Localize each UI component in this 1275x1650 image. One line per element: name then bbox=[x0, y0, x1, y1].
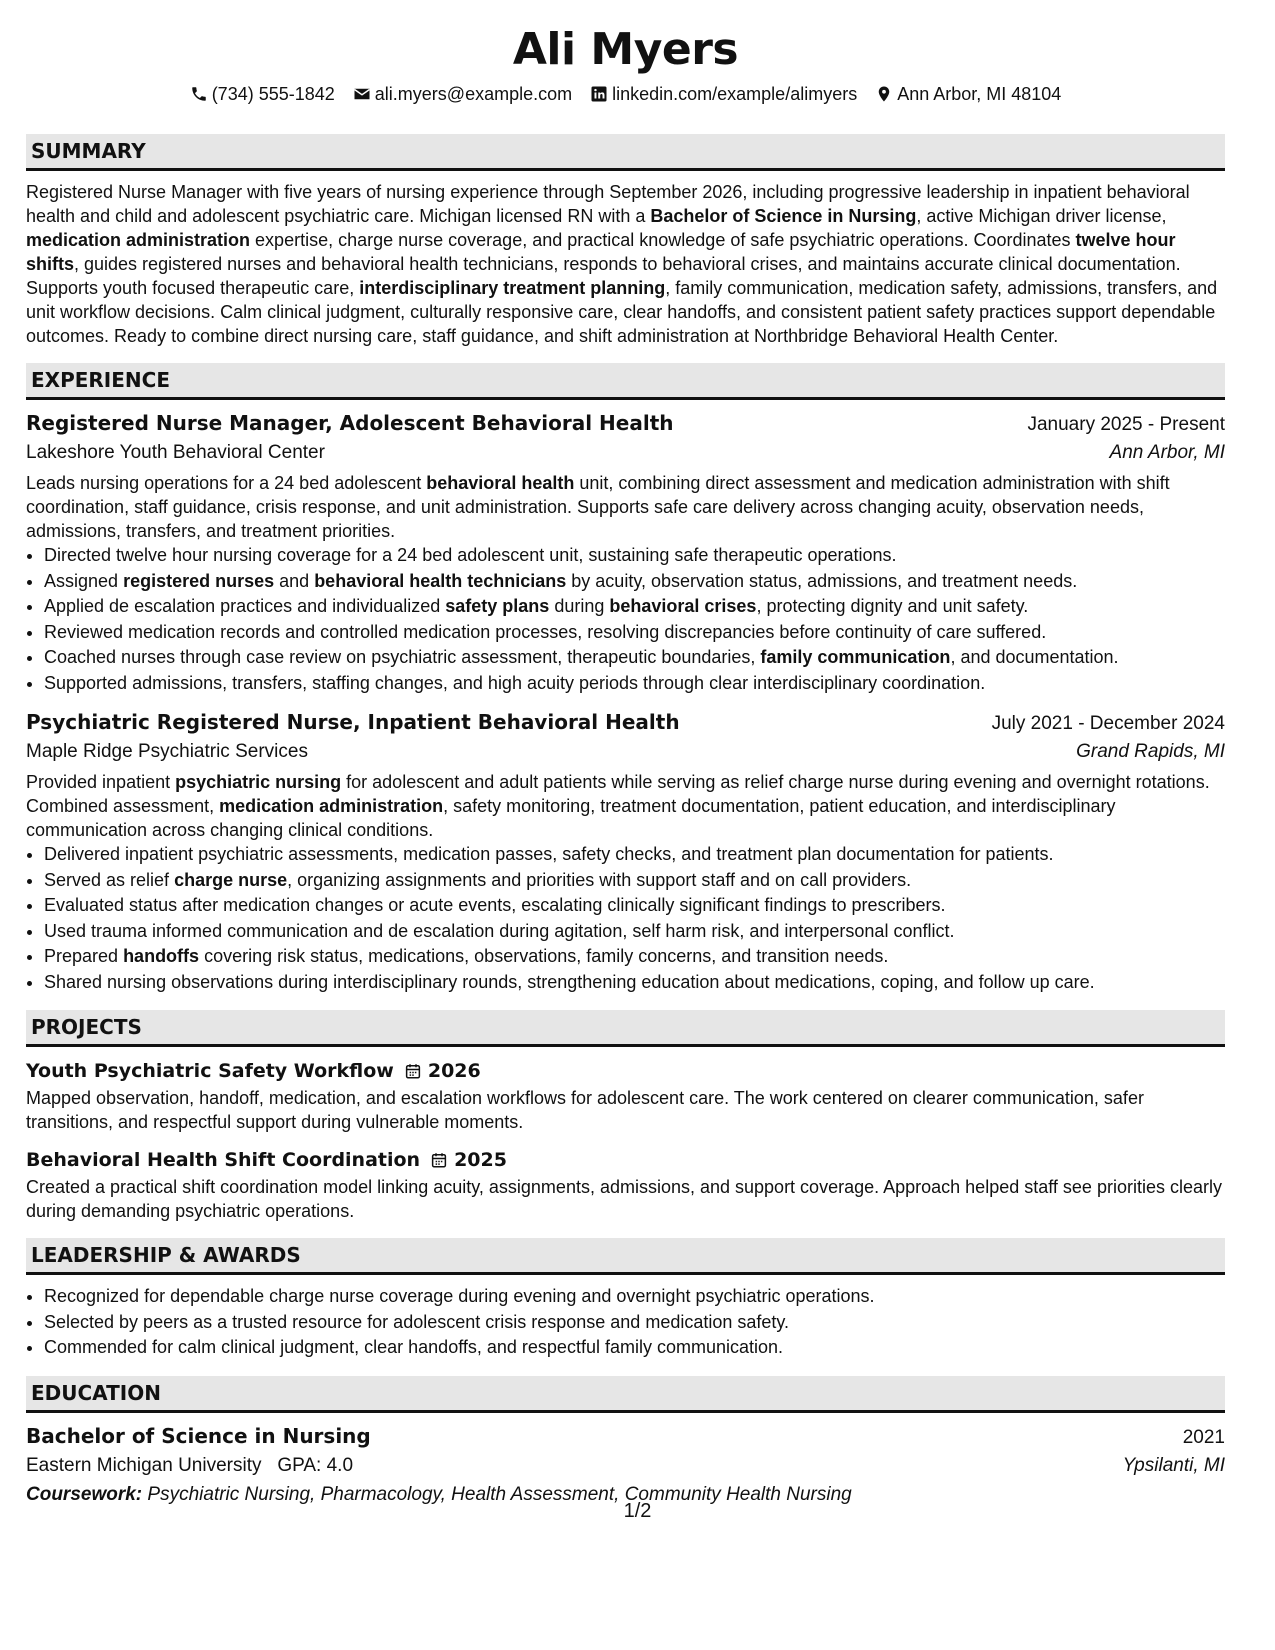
emphasis: behavioral health technicians bbox=[314, 570, 567, 591]
page-number: 1/2 bbox=[623, 1500, 652, 1522]
list-item: • Evaluated status after medication changes or acute events, escalating clinically significant findings to prescribers. bbox=[44, 893, 1225, 919]
job-entry bbox=[26, 708, 1225, 995]
list-item: • Supported admissions, transfers, staffing changes, and high acuity periods through clear interdisciplinary coordination. bbox=[44, 671, 1225, 697]
school-line bbox=[26, 1451, 353, 1480]
emphasis: behavioral crises bbox=[609, 596, 757, 616]
emphasis: safety plans bbox=[445, 596, 550, 616]
job-description: Provided inpatient psychiatric nursing for adolescent and adult patients while serving as relief charge nurse during evening and overnight rotations. Combined assessment, medication administration, safety monitoring, treatment documentation, patient education, and interdisciplinary communication across changing clinical conditions. bbox=[26, 772, 1210, 840]
phone-icon bbox=[190, 85, 208, 103]
linkedin-icon bbox=[590, 85, 608, 103]
contact-phone bbox=[190, 82, 335, 106]
emphasis: handoffs bbox=[123, 946, 200, 966]
section-projects-heading: PROJECTS bbox=[26, 1010, 1225, 1047]
contact-linkedin[interactable] bbox=[590, 82, 857, 106]
linkedin-text[interactable]: linkedin.com/example/alimyers bbox=[612, 84, 858, 104]
contact-email[interactable] bbox=[353, 82, 572, 106]
project-name: Youth Psychiatric Safety Workflow bbox=[26, 1060, 394, 1082]
location-text: Ann Arbor, MI 48104 bbox=[897, 84, 1062, 104]
email-text[interactable]: ali.myers@example.com bbox=[374, 84, 573, 104]
list-item: • Shared nursing observations during interdisciplinary rounds, strengthening education about medications, coping, and follow up care. bbox=[44, 970, 1225, 996]
emphasis: family communication bbox=[760, 647, 951, 667]
candidate-name: Ali Myers bbox=[512, 24, 739, 75]
list-item: • Selected by peers as a trusted resource for adolescent crisis response and medication safety. bbox=[44, 1310, 1225, 1336]
list-item: • Directed twelve hour nursing coverage for a 24 bed adolescent unit, sustaining safe therapeutic operations. bbox=[44, 543, 1225, 569]
coursework-label: Coursework: bbox=[26, 1483, 143, 1505]
job-organization: Lakeshore Youth Behavioral Center bbox=[26, 442, 325, 463]
coursework-list: Psychiatric Nursing, Pharmacology, Health Assessment, Community Health Nursing bbox=[147, 1483, 852, 1505]
list-item: • Served as relief charge nurse, organizing assignments and priorities with support staff and on call providers. bbox=[44, 868, 1225, 894]
emphasis: Bachelor of Science in Nursing bbox=[650, 206, 917, 226]
emphasis: medication administration bbox=[26, 230, 251, 250]
project-entry bbox=[26, 1056, 1225, 1134]
job-description: Leads nursing operations for a 24 bed adolescent behavioral health unit, combining direct assessment and medication administration with shift coordination, staff guidance, crisis response, and unit administration. Supports safe care delivery across changing acuity, observation needs, admissions, transfers, and treatment priorities. bbox=[26, 473, 1170, 541]
graduation-year: 2021 bbox=[1182, 1426, 1225, 1448]
degree-name: Bachelor of Science in Nursing bbox=[26, 1423, 371, 1448]
list-item: • Prepared handoffs covering risk status, medications, observations, family concerns, and transition needs. bbox=[44, 944, 1225, 970]
project-description: Mapped observation, handoff, medication, and escalation workflows for adolescent care. The work centered on clearer communication, safer transitions, and respectful support during vulnerable moments. bbox=[26, 1088, 1144, 1132]
section-leadership-heading: LEADERSHIP & AWARDS bbox=[26, 1238, 1225, 1275]
emphasis: twelve hour shifts bbox=[26, 230, 1176, 274]
job-location: Ann Arbor, MI bbox=[1109, 442, 1225, 463]
gpa: GPA: 4.0 bbox=[277, 1454, 354, 1476]
list-item: • Delivered inpatient psychiatric assessments, medication passes, safety checks, and treatment plan documentation for patients. bbox=[44, 842, 1225, 868]
emphasis: behavioral health bbox=[426, 473, 575, 493]
contact-bar bbox=[26, 80, 1225, 108]
calendar-icon bbox=[404, 1062, 422, 1080]
section-experience-heading: EXPERIENCE bbox=[26, 363, 1225, 400]
job-title: Registered Nurse Manager, Adolescent Behavioral Health bbox=[26, 411, 674, 435]
list-item: • Reviewed medication records and controlled medication processes, resolving discrepancies before continuity of care suffered. bbox=[44, 620, 1225, 646]
project-name: Behavioral Health Shift Coordination bbox=[26, 1149, 421, 1171]
map-pin-icon bbox=[875, 85, 893, 103]
job-bullets bbox=[26, 543, 1225, 696]
job-organization: Maple Ridge Psychiatric Services bbox=[26, 741, 308, 762]
project-description: Created a practical shift coordination model linking acuity, assignments, admissions, and support coverage. Approach helped staff see priorities clearly during demanding psychiatric operations. bbox=[26, 1177, 1222, 1221]
leadership-list bbox=[26, 1284, 1225, 1361]
list-item: • Recognized for dependable charge nurse coverage during evening and overnight psychiatric operations. bbox=[44, 1284, 1225, 1310]
emphasis: interdisciplinary treatment planning bbox=[359, 278, 666, 298]
list-item: • Applied de escalation practices and individualized safety plans during behavioral crises, protecting dignity and unit safety. bbox=[44, 594, 1225, 620]
emphasis: charge nurse bbox=[174, 869, 288, 890]
job-location: Grand Rapids, MI bbox=[1076, 741, 1225, 762]
emphasis: medication administration bbox=[219, 796, 444, 816]
project-year: 2026 bbox=[427, 1060, 481, 1082]
job-bullets bbox=[26, 842, 1225, 995]
emphasis: psychiatric nursing bbox=[175, 772, 342, 792]
project-entry bbox=[26, 1145, 1225, 1223]
school-location: Ypsilanti, MI bbox=[1122, 1454, 1225, 1476]
section-education-heading: EDUCATION bbox=[26, 1376, 1225, 1413]
education-entry bbox=[26, 1422, 1225, 1510]
school-name: Eastern Michigan University bbox=[26, 1454, 262, 1476]
emphasis: registered nurses bbox=[123, 570, 275, 591]
project-year: 2025 bbox=[454, 1149, 507, 1171]
section-summary-heading: SUMMARY bbox=[26, 134, 1225, 171]
job-entry bbox=[26, 409, 1225, 696]
list-item: • Commended for calm clinical judgment, clear handoffs, and respectful family communication. bbox=[44, 1335, 1225, 1361]
job-dates: January 2025 - Present bbox=[1027, 414, 1225, 435]
list-item: • Used trauma informed communication and de escalation during agitation, self harm risk, and interpersonal conflict. bbox=[44, 919, 1225, 945]
envelope-icon bbox=[353, 85, 371, 103]
job-title: Psychiatric Registered Nurse, Inpatient Behavioral Health bbox=[26, 710, 680, 734]
list-item: • Assigned registered nurses and behavioral health technicians by acuity, observation status, admissions, and treatment needs. bbox=[44, 569, 1225, 595]
summary-text: Registered Nurse Manager with five years of nursing experience through September 2026, including progressive leadership in inpatient behavioral health and child and adolescent psychiatric care. Michigan licensed RN with a Bachelor of Science in Nursing, active Michigan driver license, medication administration expertise, charge nurse coverage, and practical knowledge of safe psychiatric operations. Coordinates twelve hour shifts, guides registered nurses and behavioral health technicians, responds to behavioral crises, and maintains accurate clinical documentation. Supports youth focused therapeutic care, interdisciplinary treatment planning, family communication, medication safety, admissions, transfers, and unit workflow decisions. Calm clinical judgment, culturally responsive care, clear handoffs, and consistent patient safety practices support dependable outcomes. Ready to combine direct nursing care, staff guidance, and shift administration at Northbridge Behavioral Health Center. bbox=[26, 182, 1218, 346]
job-dates: July 2021 - December 2024 bbox=[991, 713, 1225, 734]
list-item: • Coached nurses through case review on psychiatric assessment, therapeutic boundaries, family communication, and documentation. bbox=[44, 645, 1225, 671]
phone-text: (734) 555-1842 bbox=[211, 84, 335, 104]
calendar-icon bbox=[430, 1151, 448, 1169]
contact-location bbox=[875, 82, 1061, 106]
